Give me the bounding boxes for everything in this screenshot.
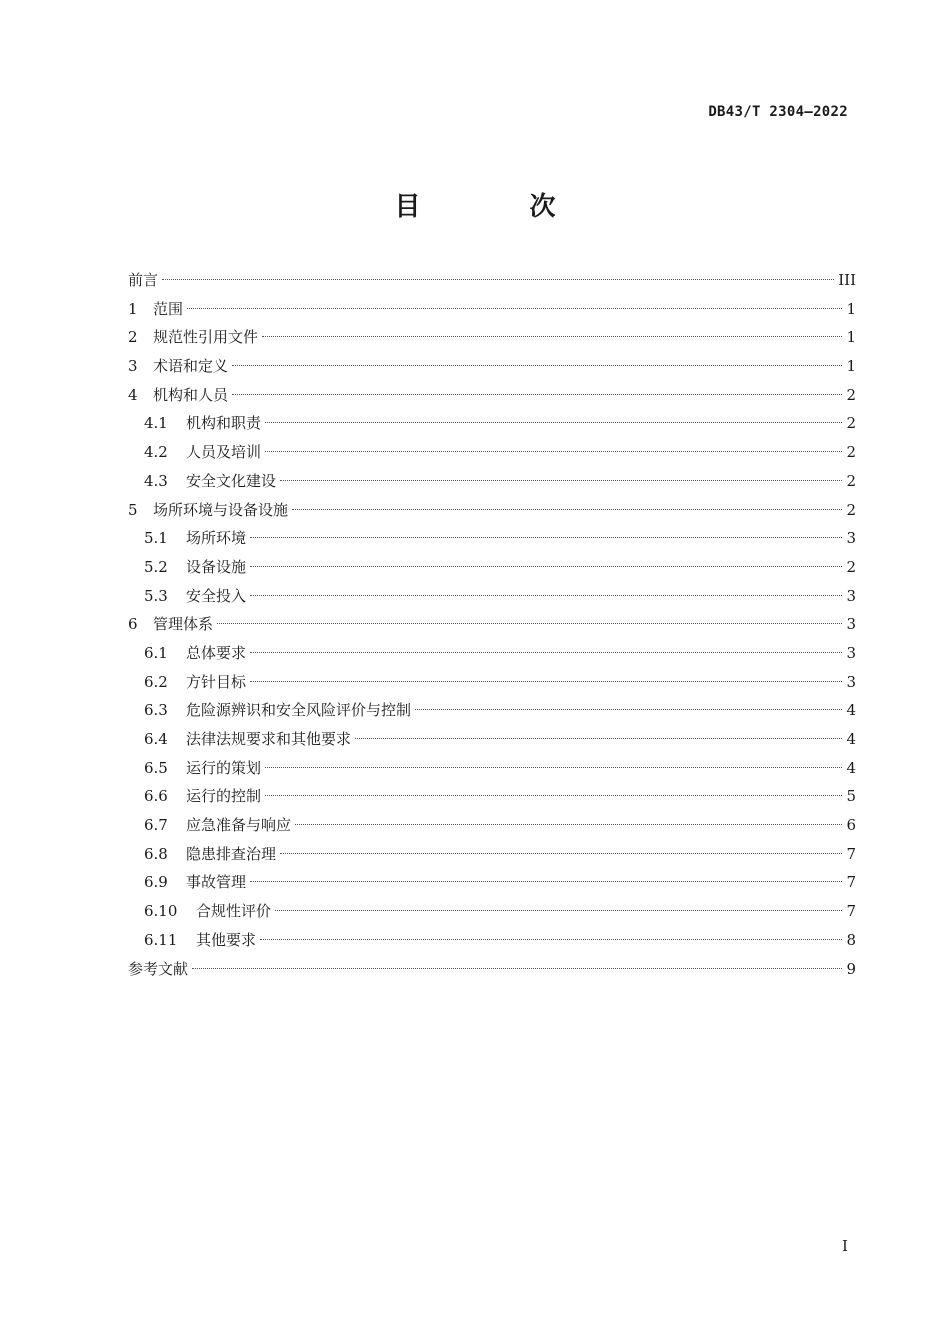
toc-entry-page: 2 <box>846 500 856 519</box>
toc-entry-label: 场所环境 <box>186 529 247 548</box>
toc-entry-label: 场所环境与设备设施 <box>153 500 289 519</box>
toc-entry-label: 方针目标 <box>186 672 247 691</box>
toc-dot-leader <box>295 824 842 825</box>
toc-entry-page: 2 <box>846 471 856 490</box>
page-number: I <box>842 1237 848 1255</box>
toc-entry-label: 设备设施 <box>186 557 247 576</box>
toc-dot-leader <box>415 709 842 710</box>
toc-dot-leader <box>250 652 842 653</box>
toc-entry-number: 5.2 <box>144 557 168 576</box>
toc-entry-label: 规范性引用文件 <box>153 328 259 347</box>
toc-entry-references[interactable] <box>128 955 856 984</box>
toc-entry-5-1[interactable] <box>128 524 856 553</box>
table-of-contents <box>128 266 856 983</box>
toc-entry-page: 3 <box>846 529 856 548</box>
toc-dot-leader <box>265 795 842 796</box>
toc-dot-leader <box>250 537 842 538</box>
toc-dot-leader <box>250 881 842 882</box>
toc-entry-page: 4 <box>846 730 856 748</box>
toc-entry-page: 4 <box>846 758 856 777</box>
toc-entry-5-2[interactable] <box>128 553 856 582</box>
toc-entry-number: 6 <box>128 615 138 634</box>
toc-entry-page: 7 <box>846 873 856 892</box>
toc-dot-leader <box>280 853 842 854</box>
toc-entry-label: 合规性评价 <box>196 902 272 921</box>
toc-entry-label: 法律法规要求和其他要求 <box>186 730 352 748</box>
toc-dot-leader <box>265 422 842 423</box>
toc-entry-6-4[interactable] <box>128 725 856 754</box>
toc-dot-leader <box>262 336 842 337</box>
toc-entry-label: 应急准备与响应 <box>186 816 292 835</box>
toc-entry-page: 6 <box>846 816 856 835</box>
toc-entry-page: 2 <box>846 414 856 433</box>
toc-entry-6-2[interactable] <box>128 668 856 697</box>
toc-dot-leader <box>280 480 842 481</box>
toc-dot-leader <box>187 308 842 309</box>
toc-entry-page: 2 <box>846 385 856 404</box>
toc-entry-number: 4.3 <box>144 471 168 490</box>
toc-entry-number: 6.2 <box>144 672 168 691</box>
toc-dot-leader <box>192 968 842 969</box>
toc-entry-6-9[interactable] <box>128 868 856 897</box>
toc-entry-number: 6.10 <box>144 902 178 921</box>
toc-entry-number: 5.3 <box>144 586 168 605</box>
toc-title: 目 次 <box>394 192 606 222</box>
toc-entry-label: 机构和人员 <box>153 385 229 404</box>
toc-entry-number: 6.7 <box>144 816 168 835</box>
toc-entry-label: 管理体系 <box>153 615 214 634</box>
toc-entry-page: 7 <box>846 844 856 863</box>
toc-entry-5[interactable] <box>128 496 856 525</box>
toc-entry-6[interactable] <box>128 610 856 639</box>
toc-entry-6-6[interactable] <box>128 782 856 811</box>
toc-dot-leader <box>265 451 842 452</box>
toc-dot-leader <box>292 509 842 510</box>
toc-entry-page: 8 <box>846 930 856 949</box>
toc-entry-number: 5.1 <box>144 529 168 548</box>
toc-entry-page: 3 <box>846 586 856 605</box>
toc-dot-leader <box>162 279 834 280</box>
toc-entry-page: 3 <box>846 643 856 662</box>
toc-entry-4-2[interactable] <box>128 438 856 467</box>
toc-entry-number: 6.9 <box>144 873 168 892</box>
toc-entry-number: 2 <box>128 328 138 347</box>
toc-entry-4-1[interactable] <box>128 409 856 438</box>
toc-entry-number: 6.5 <box>144 758 168 777</box>
toc-dot-leader <box>265 767 842 768</box>
toc-entry-page: 9 <box>846 959 856 978</box>
toc-entry-label: 参考文献 <box>128 959 189 978</box>
toc-entry-4-3[interactable] <box>128 467 856 496</box>
toc-entry-6-1[interactable] <box>128 639 856 668</box>
toc-dot-leader <box>232 394 842 395</box>
toc-entry-number: 3 <box>128 357 138 376</box>
toc-entry-page: 2 <box>846 443 856 462</box>
toc-entry-page: 3 <box>846 672 856 691</box>
toc-entry-number: 4.1 <box>144 414 168 433</box>
toc-dot-leader <box>217 623 842 624</box>
toc-dot-leader <box>250 566 842 567</box>
toc-entry-page: 1 <box>846 357 856 376</box>
toc-entry-6-11[interactable] <box>128 926 856 955</box>
toc-entry-number: 6.3 <box>144 701 168 720</box>
toc-entry-6-10[interactable] <box>128 897 856 926</box>
toc-dot-leader <box>260 939 842 940</box>
toc-entry-4[interactable] <box>128 381 856 410</box>
toc-entry-label: 隐患排查治理 <box>186 844 277 863</box>
toc-entry-page: 2 <box>846 557 856 576</box>
toc-entry-number: 6.11 <box>144 930 178 949</box>
toc-entry-number: 6.4 <box>144 730 168 748</box>
toc-entry-label: 前言 <box>128 271 159 289</box>
toc-entry-label: 运行的策划 <box>186 758 262 777</box>
toc-entry-1[interactable] <box>128 295 856 324</box>
toc-entry-page: 4 <box>846 701 856 720</box>
toc-dot-leader <box>250 681 842 682</box>
toc-entry-5-3[interactable] <box>128 582 856 611</box>
toc-entry-2[interactable] <box>128 323 856 352</box>
toc-dot-leader <box>355 738 842 739</box>
toc-entry-label: 人员及培训 <box>186 443 262 462</box>
toc-entry-label: 术语和定义 <box>153 357 229 376</box>
toc-entry-number: 5 <box>128 500 138 519</box>
toc-entry-3[interactable] <box>128 352 856 381</box>
toc-entry-number: 6.6 <box>144 787 168 806</box>
toc-entry-label: 机构和职责 <box>186 414 262 433</box>
toc-entry-number: 4 <box>128 385 138 404</box>
toc-entry-page: 1 <box>846 299 856 318</box>
toc-entry-page: III <box>838 271 856 289</box>
toc-entry-number: 6.8 <box>144 844 168 863</box>
toc-entry-number: 1 <box>128 299 138 318</box>
toc-entry-label: 总体要求 <box>186 643 247 662</box>
document-code: DB43/T 2304—2022 <box>708 104 848 120</box>
toc-dot-leader <box>275 910 842 911</box>
toc-entry-label: 范围 <box>153 299 184 318</box>
toc-entry-page: 5 <box>846 787 856 806</box>
toc-entry-6-7[interactable] <box>128 811 856 840</box>
toc-entry-6-3[interactable] <box>128 696 856 725</box>
toc-entry-label: 危险源辨识和安全风险评价与控制 <box>186 701 412 720</box>
toc-entry-label: 事故管理 <box>186 873 247 892</box>
toc-entry-6-8[interactable] <box>128 840 856 869</box>
toc-entry-page: 1 <box>846 328 856 347</box>
toc-dot-leader <box>250 595 842 596</box>
toc-entry-page: 3 <box>846 615 856 634</box>
toc-entry-number: 6.1 <box>144 643 168 662</box>
toc-entry-label: 运行的控制 <box>186 787 262 806</box>
toc-entry-label: 安全投入 <box>186 586 247 605</box>
toc-entry-page: 7 <box>846 902 856 921</box>
toc-entry-foreword[interactable] <box>128 266 856 295</box>
toc-entry-label: 其他要求 <box>196 930 257 949</box>
toc-entry-number: 4.2 <box>144 443 168 462</box>
toc-entry-6-5[interactable] <box>128 754 856 783</box>
toc-entry-label: 安全文化建设 <box>186 471 277 490</box>
toc-dot-leader <box>232 365 842 366</box>
